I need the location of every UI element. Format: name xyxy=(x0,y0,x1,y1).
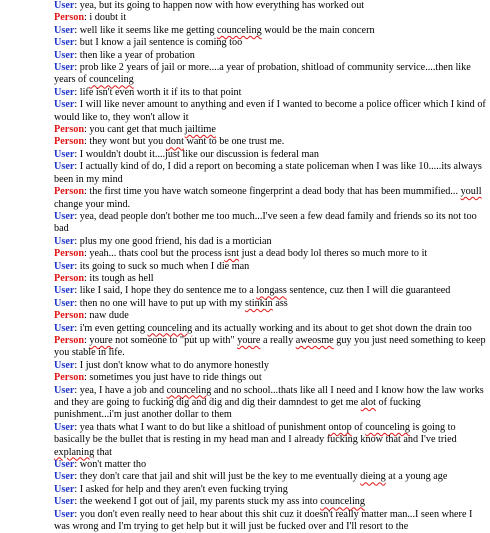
chat-message: User: prob like 2 years of jail or more....a year of probation, shitload of community service....then like years of counceling xyxy=(54,62,471,86)
chat-message: User: then like a year of probation xyxy=(54,49,195,61)
message-text: I just don't know what to do anymore honestly xyxy=(79,359,269,371)
message-text: well like it seems like me getting xyxy=(79,24,217,36)
chat-message: User: yea thats what I want to do but like a shitload of punishment ontop of counceling is going to basically be the bullet that is resting in my head man and I already fucking know that and I've tried explaning that xyxy=(54,421,457,458)
chat-message: User: i'm even getting counceling and its actually working and its about to get shot down the drain too xyxy=(54,322,472,334)
chat-transcript xyxy=(54,0,486,533)
chat-message: Person: the first time you have watch someone fingerprint a dead body that has been mummified... youll change your mind. xyxy=(54,186,482,210)
speaker-label-person: Person xyxy=(54,124,84,136)
message-text: yea, dead people don't bother me too much...I've seen a few dead family and friends so its not too bad xyxy=(54,210,477,235)
speaker-label-user: User xyxy=(54,359,75,371)
misspelled-word: counceling xyxy=(320,496,365,508)
chat-message: Person: i doubt it xyxy=(54,12,127,24)
speaker-label-user: User xyxy=(54,210,75,222)
speaker-label-user: User xyxy=(54,161,75,173)
speaker-label-user: User xyxy=(54,471,75,483)
message-text: its going to suck so much when I die man xyxy=(79,260,250,272)
message-text: yea, but its going to happen now with how everything has worked out xyxy=(79,0,365,11)
chat-message: User: they don't care that jail and shit will just be the key to me eventually dieing at a young age xyxy=(54,471,448,483)
misspelled-word: counceling xyxy=(147,322,193,334)
chat-message: User: like I said, I hope they do sentence me to a longass sentence, cuz then I will die guaranteed xyxy=(54,285,451,297)
speaker-label-user: User xyxy=(54,0,75,11)
message-text: at a young age xyxy=(385,471,448,483)
chat-message: User: but I know a jail sentence is coming too xyxy=(54,37,243,49)
misspelled-word: dont xyxy=(165,136,184,148)
message-text: of fucking punishment...i'm just another dollar to them xyxy=(54,397,421,421)
message-text: yea thats what I want to do but like a shitload of punishment xyxy=(79,421,329,433)
message-text: I will like never amount to anything and even if I wanted to become a police officer which I kind of would like to, they won't allow it xyxy=(54,99,486,123)
message-text: I asked for help and they aren't even fucking trying xyxy=(79,483,288,495)
speaker-label-person: Person xyxy=(54,186,84,198)
misspelled-word: youre xyxy=(237,334,261,346)
message-text: I actually kind of do, I did a report on becoming a state policeman when I was like 10.....its always been in my mind xyxy=(54,161,482,185)
chat-message: User: life isn't even worth it if its to that point xyxy=(54,86,242,98)
message-text: then no one will have to put up with my xyxy=(79,297,246,309)
misspelled-word: isnt xyxy=(224,248,240,260)
speaker-label-person: Person xyxy=(54,12,84,24)
misspelled-word: counceling xyxy=(89,74,134,86)
misspelled-word: longass xyxy=(256,285,287,297)
message-text: guy you just need something to keep you stable in life. xyxy=(54,334,486,359)
speaker-label-person: Person xyxy=(54,372,84,384)
message-text: the weekend I got out of jail, my parents stuck my ass into xyxy=(79,496,321,508)
speaker-label-user: User xyxy=(54,62,75,74)
misspelled-word: aweosme xyxy=(295,334,334,346)
message-text: want to be one trust me. xyxy=(183,136,285,148)
message-text: and no school...thats like all I need and I know how the law works and they are going to fucking dig and dig and dig their damndest to get me xyxy=(54,384,484,408)
speaker-label-user: User xyxy=(54,285,75,297)
speaker-label-user: User xyxy=(54,24,75,36)
message-text: yeah... thats cool but the process xyxy=(89,248,225,260)
speaker-label-user: User xyxy=(54,37,75,49)
speaker-label-user: User xyxy=(54,260,75,272)
chat-message: Person: sometimes you just have to ride things out xyxy=(54,372,262,384)
speaker-label-user: User xyxy=(54,496,75,508)
message-text: ass xyxy=(272,297,288,309)
chat-message: User: I just don't know what to do anymore honestly xyxy=(54,359,269,371)
message-text: not someone to "put up with" xyxy=(112,334,238,346)
chat-message: User: won't matter tho xyxy=(54,459,147,471)
message-text: plus my one good friend, his dad is a mortician xyxy=(79,235,272,247)
message-text: they wont but you xyxy=(89,136,166,148)
message-text: you don't even really need to hear about this shit cuz it doesn't really matter man...I seen where I was wrong and I'm trying to get help but it will just be fucked over and I'll resort to the xyxy=(54,508,473,533)
speaker-label-person: Person xyxy=(54,310,84,322)
message-text: naw dude xyxy=(89,310,129,322)
speaker-label-person: Person xyxy=(54,136,84,148)
chat-message: Person: yeah... thats cool but the process isnt just a dead body lol theres so much more to it xyxy=(54,248,428,260)
speaker-label-user: User xyxy=(54,297,75,309)
speaker-label-user: User xyxy=(54,148,75,160)
message-text: that xyxy=(94,446,113,458)
misspelled-word: dieing xyxy=(360,471,386,483)
speaker-label-person: Person xyxy=(54,272,84,284)
message-text: but I know a jail sentence is coming too xyxy=(79,37,243,49)
message-text: prob like 2 years of jail or more....a year of probation, shitload of community service....then like years of xyxy=(54,62,471,86)
chat-message: User: yea, I have a job and counceling and no school...thats like all I need and I know how the law works and they are going to fucking dig and dig and dig their damndest to get me alot of fucking punishment...i'm just another dollar to them xyxy=(54,384,484,421)
chat-message: Person: youre not someone to "put up with" youre a really aweosme guy you just need something to keep you stable in life. xyxy=(54,334,486,359)
chat-message: Person: you cant get that much jailtime xyxy=(54,124,216,136)
message-text: and its actually working and its about to get shot down the drain too xyxy=(192,322,472,334)
chat-message: User: well like it seems like me getting counceling would be the main concern xyxy=(54,24,375,36)
speaker-label-user: User xyxy=(54,384,75,396)
message-text: like I said, I hope they do sentence me to a xyxy=(79,285,257,297)
speaker-label-user: User xyxy=(54,459,75,471)
misspelled-word: ontop xyxy=(328,421,352,433)
message-text: i doubt it xyxy=(89,12,127,24)
message-text: you cant get that much xyxy=(89,124,185,136)
chat-message: User: I will like never amount to anything and even if I wanted to become a police officer which I kind of would like to, they won't allow it xyxy=(54,99,486,123)
misspelled-word: jailtime xyxy=(184,124,216,136)
misspelled-word: counceling xyxy=(216,24,262,36)
chat-message: User: I actually kind of do, I did a report on becoming a state policeman when I was like 10.....its always been in my mind xyxy=(54,161,482,185)
message-text: change your mind. xyxy=(54,198,131,210)
speaker-label-user: User xyxy=(54,86,75,98)
misspelled-word: youll xyxy=(460,186,482,198)
speaker-label-person: Person xyxy=(54,334,84,346)
message-text: I wouldn't doubt it....just like our discussion is federal man xyxy=(79,148,319,160)
speaker-label-user: User xyxy=(54,49,75,61)
chat-message: User: I wouldn't doubt it....just like our discussion is federal man xyxy=(54,148,319,160)
message-text: yea, I have a job and xyxy=(79,384,167,396)
message-text: of xyxy=(351,421,366,433)
message-text: the first time you have watch someone fingerprint a dead body that has been mummified... xyxy=(89,186,461,198)
message-text: would be the main concern xyxy=(261,24,375,36)
chat-message: User: the weekend I got out of jail, my parents stuck my ass into counceling xyxy=(54,496,365,508)
speaker-label-user: User xyxy=(54,322,75,334)
speaker-label-user: User xyxy=(54,235,75,247)
message-text: then like a year of probation xyxy=(79,49,195,61)
message-text: just a dead body lol theres so much more to it xyxy=(239,248,428,260)
chat-message: User: its going to suck so much when I die man xyxy=(54,260,250,272)
misspelled-word: stinkin xyxy=(245,297,273,309)
speaker-label-user: User xyxy=(54,99,75,111)
misspelled-word: explaning xyxy=(54,446,95,458)
speaker-label-user: User xyxy=(54,508,75,520)
message-text: sometimes you just have to ride things out xyxy=(89,372,262,384)
chat-message: Person: naw dude xyxy=(54,310,129,322)
misspelled-word: counceling xyxy=(166,384,212,396)
message-text: life isn't even worth it if its to that point xyxy=(79,86,242,98)
misspelled-word: youre xyxy=(89,334,113,346)
message-text: a really xyxy=(260,334,296,346)
speaker-label-person: Person xyxy=(54,248,84,260)
chat-message: Person: they wont but you dont want to be one trust me. xyxy=(54,136,285,148)
message-text: won't matter tho xyxy=(79,459,147,471)
misspelled-word: counceling xyxy=(365,421,410,433)
message-text: its tough as hell xyxy=(89,272,154,284)
message-text: they don't care that jail and shit will just be the key to me eventually xyxy=(79,471,361,483)
chat-message: User: yea, dead people don't bother me too much...I've seen a few dead family and friends so its not too bad xyxy=(54,210,477,235)
misspelled-word: alot xyxy=(360,397,376,408)
message-text: sentence, cuz then I will die guaranteed xyxy=(286,285,451,297)
chat-message: Person: its tough as hell xyxy=(54,272,154,284)
chat-message: User: I asked for help and they aren't even fucking trying xyxy=(54,483,288,495)
message-text: is going to basically be the bullet that is resting in my head man and I already fucking know that and I've tried xyxy=(54,421,457,446)
speaker-label-user: User xyxy=(54,421,75,433)
message-text: i'm even getting xyxy=(79,322,148,334)
chat-message: User: plus my one good friend, his dad is a mortician xyxy=(54,235,272,247)
chat-message: User: yea, but its going to happen now with how everything has worked out xyxy=(54,0,365,11)
chat-message: User: then no one will have to put up with my stinkin ass xyxy=(54,297,288,309)
chat-message: User: you don't even really need to hear about this shit cuz it doesn't really matter man...I seen where I was wrong and I'm trying to get help but it will just be fucked over and I'll resort to the xyxy=(54,508,473,533)
speaker-label-user: User xyxy=(54,483,75,495)
